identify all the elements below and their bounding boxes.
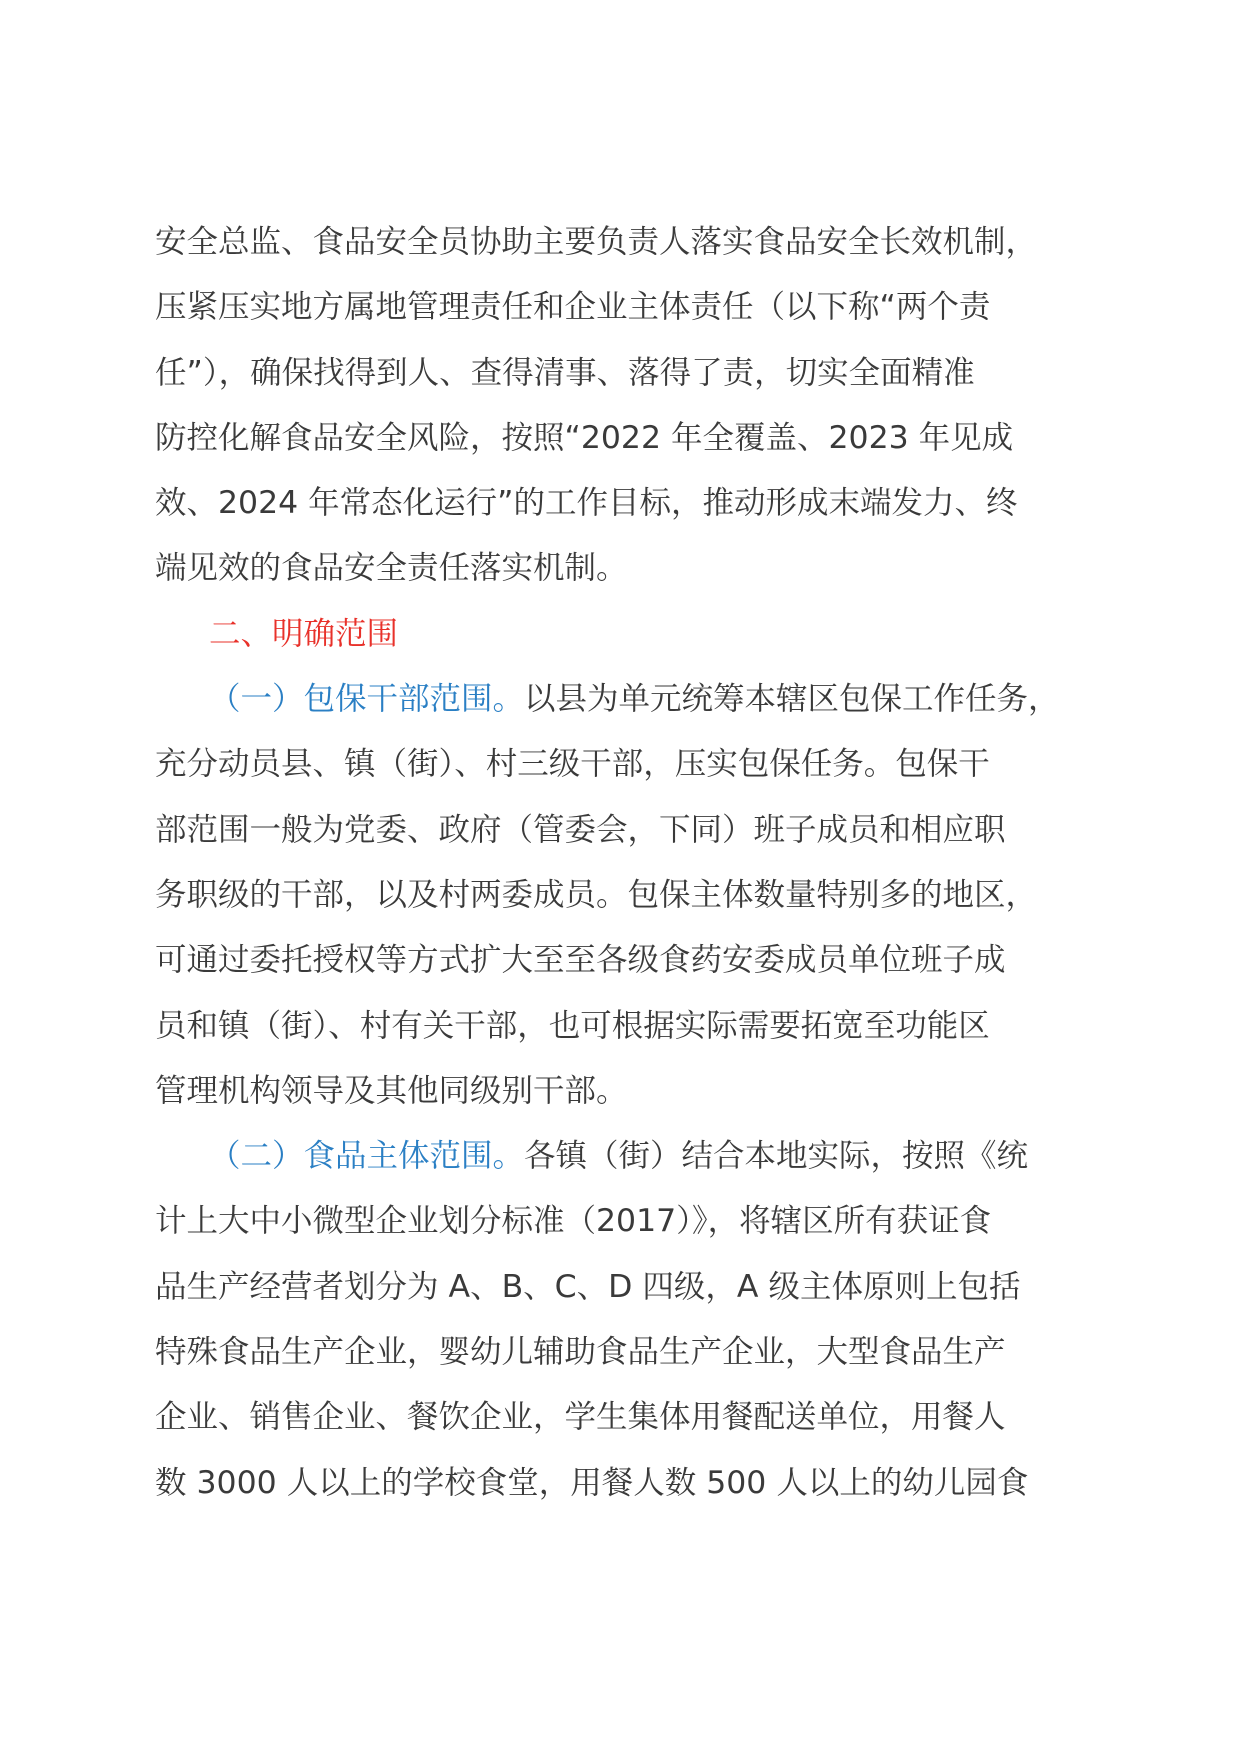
subsection-title: （一）包保干部范围。: [209, 681, 525, 718]
text-line: 防控化解食品安全风险，按照“2022 年全覆盖、2023 年见成: [155, 419, 1014, 456]
text-line: [155, 667, 1090, 732]
text-line: 务职级的干部，以及村两委成员。包保主体数量特别多的地区，: [155, 876, 1038, 913]
text-line: 企业、销售企业、餐饮企业，学生集体用餐配送单位，用餐人: [155, 1399, 1006, 1436]
text-run: 各镇（街）结合本地实际，按照《统: [524, 1138, 1029, 1175]
document-page: [155, 210, 1090, 1516]
text-line: 计上大中小微型企业划分标准（2017）》，将辖区所有获证食: [155, 1203, 992, 1240]
text-line: 部范围一般为党委、政府（管委会，下同）班子成员和相应职: [155, 811, 1006, 848]
section-heading: 二、明确范围: [209, 615, 399, 652]
text-line: 充分动员县、镇（街）、村三级干部，压实包保任务。包保干: [155, 746, 990, 783]
text-line: 效、2024 年常态化运行”的工作目标，推动形成末端发力、终: [155, 485, 1018, 522]
text-line: 数 3000 人以上的学校食堂，用餐人数 500 人以上的幼儿园食: [155, 1464, 1029, 1501]
subsection-title: （二）食品主体范围。: [209, 1138, 525, 1175]
text-line: 管理机构领导及其他同级别干部。: [155, 1072, 628, 1109]
text-line: 特殊食品生产企业，婴幼儿辅助食品生产企业，大型食品生产: [155, 1334, 1006, 1371]
text-line: 安全总监、食品安全员协助主要负责人落实食品安全长效机制，: [155, 224, 1038, 260]
paragraph-food-entity-scope: [155, 1124, 1090, 1516]
paragraph-intro: [155, 210, 1090, 602]
text-line: 压紧压实地方属地管理责任和企业主体责任（以下称“两个责: [155, 289, 991, 326]
text-line: 品生产经营者划分为 A、B、C、D 四级，A 级主体原则上包括: [155, 1268, 1021, 1305]
text-line: 可通过委托授权等方式扩大至至各级食药安委成员单位班子成: [155, 942, 1006, 979]
text-line: [155, 1124, 1090, 1189]
text-line: 任”），确保找得到人、查得清事、落得了责，切实全面精准: [155, 354, 975, 391]
text-line: 员和镇（街）、村有关干部，也可根据实际需要拓宽至功能区: [155, 1007, 990, 1044]
text-line: 端见效的食品安全责任落实机制。: [155, 550, 628, 587]
text-run: 以县为单元统筹本辖区包保工作任务，: [524, 681, 1060, 718]
paragraph-cadre-scope: [155, 667, 1090, 1124]
